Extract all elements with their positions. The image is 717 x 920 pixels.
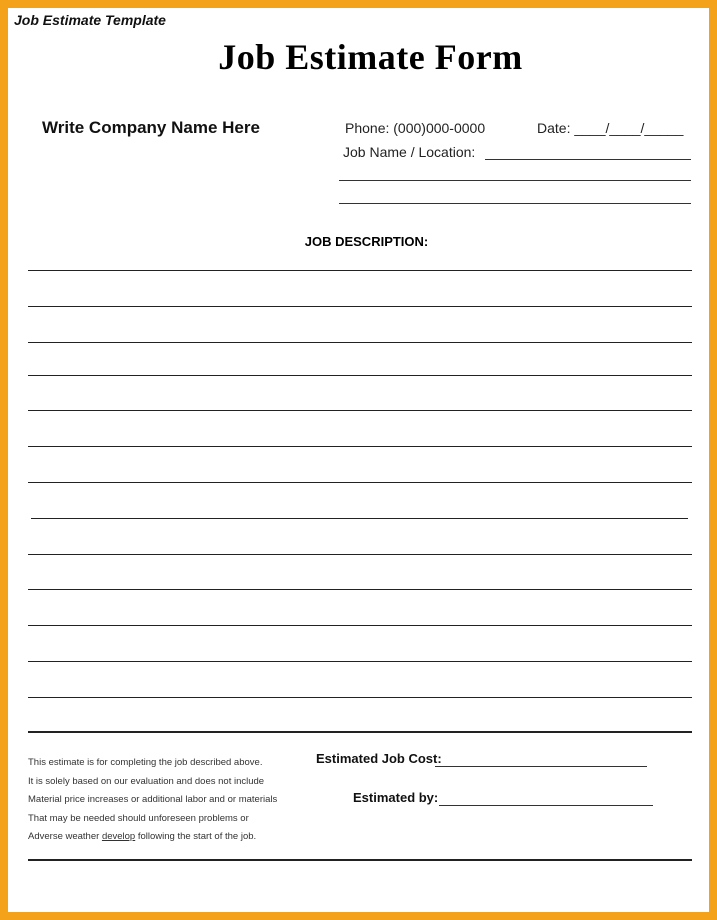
description-line (28, 661, 692, 662)
estimated-by-label: Estimated by: (353, 790, 439, 805)
disclaimer-line: This estimate is for completing the job described above. (28, 757, 263, 768)
description-line (28, 410, 692, 411)
description-bottom-rule (28, 731, 692, 733)
description-line (28, 375, 692, 376)
disclaimer-line (28, 828, 277, 847)
job-description-heading: JOB DESCRIPTION: (304, 234, 429, 249)
job-location-fill-line (485, 159, 691, 160)
estimated-cost-fill-line (435, 766, 647, 767)
date-label: Date: ____/____/_____ (537, 120, 684, 136)
description-line (28, 270, 692, 271)
footer-rule (28, 859, 692, 861)
description-line (28, 342, 692, 343)
disclaimer-underlined-word: develop (101, 831, 136, 843)
company-name: Write Company Name Here (42, 118, 260, 137)
disclaimer-line: That may be needed should unforeseen problems or (28, 812, 249, 824)
description-line (28, 625, 692, 626)
description-line (28, 589, 692, 590)
estimated-cost-label: Estimated Job Cost: (316, 751, 442, 766)
disclaimer-text (28, 754, 277, 847)
job-location-label: Job Name / Location: (343, 144, 476, 160)
disclaimer-suffix: following the start of the job. (135, 831, 257, 843)
job-location-line-2 (339, 180, 691, 181)
disclaimer-line: Material price increases or additional labor and or materials (28, 794, 278, 806)
form-title: Job Estimate Form (218, 37, 523, 77)
phone-label: Phone: (000)000-0000 (345, 120, 486, 136)
template-label: Job Estimate Template (14, 12, 166, 28)
disclaimer-line: It is solely based on our evaluation and does not include (28, 775, 265, 787)
job-location-line-3 (339, 203, 691, 204)
description-line (28, 482, 692, 483)
disclaimer-prefix: Adverse weather (28, 831, 102, 843)
description-line (28, 306, 692, 307)
estimated-by-fill-line (439, 805, 653, 806)
description-line (28, 554, 692, 555)
description-line (28, 697, 692, 698)
description-line (28, 446, 692, 447)
description-line (31, 518, 688, 519)
